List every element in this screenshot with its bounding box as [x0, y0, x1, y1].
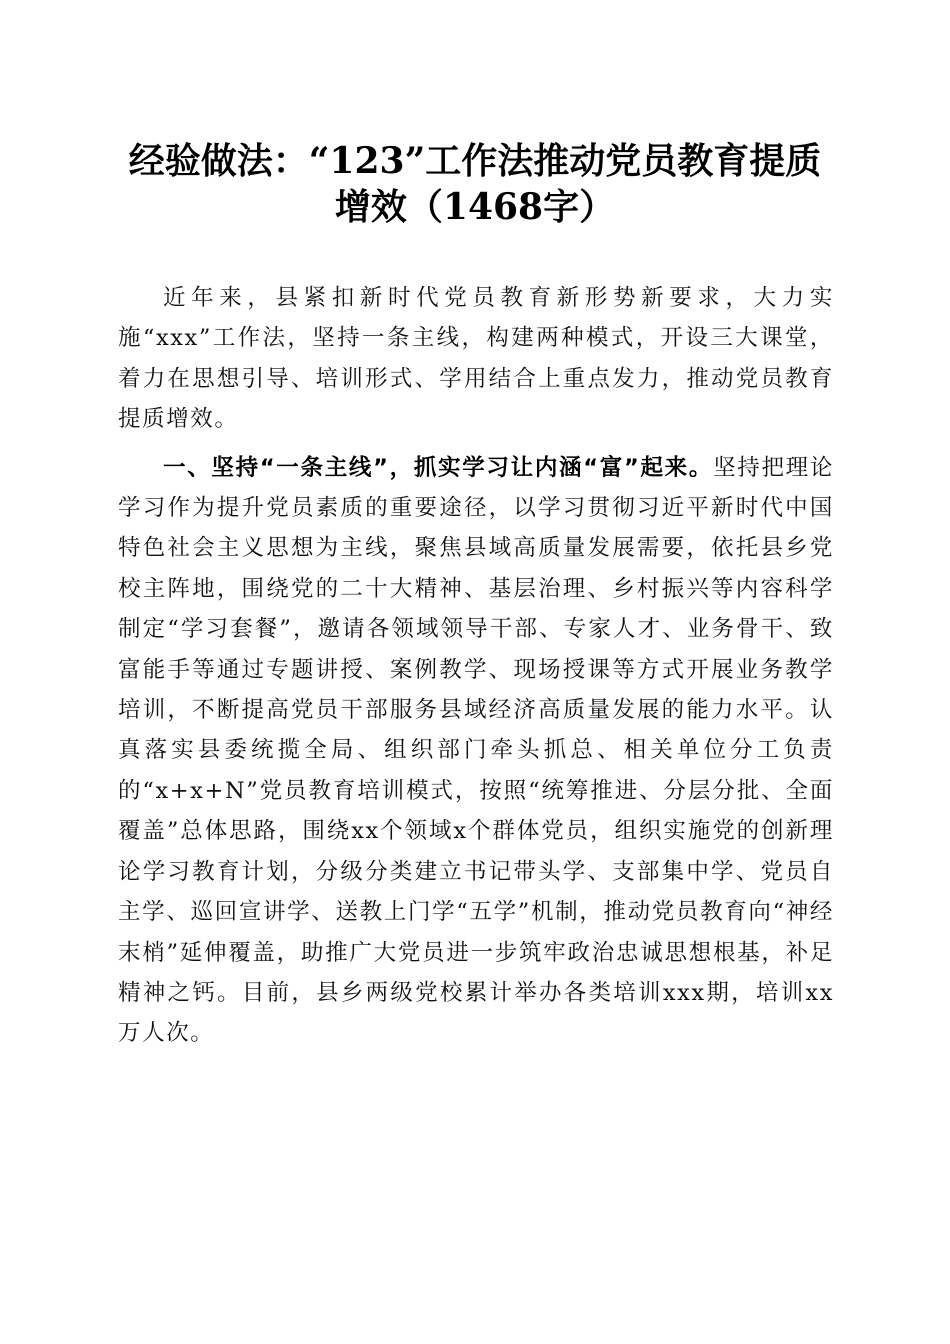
intro-text: 近年来，县紧扣新时代党员教育新形势新要求，大力实施“xxx”工作法，坚持一条主线，构建两种模式，开设三大课堂，着力在思想引导、培训形式、学用结合上重点发力，推动党员教育提质增效。	[118, 285, 834, 433]
intro-paragraph	[118, 278, 834, 440]
title-line-2: 增效（1468字）	[334, 186, 616, 228]
section-one-paragraph	[118, 448, 834, 1054]
section-one-heading: 一、坚持“一条主线”，抓实学习让内涵“富”起来。	[163, 454, 714, 481]
page-title	[100, 138, 850, 230]
section-one-text: 坚持把理论学习作为提升党员素质的重要途径，以学习贯彻习近平新时代中国特色社会主义思想为主线，聚焦县域高质量发展需要，依托县乡党校主阵地，围绕党的二十大精神、基层治理、乡村振兴等内容科学制定“学习套餐”，邀请各领域领导干部、专家人才、业务骨干、致富能手等通过专题讲授、案例教学、现场授课等方式开展业务教学培训，不断提高党员干部服务县域经济高质量发展的能力水平。认真落实县委统揽全局、组织部门牵头抓总、相关单位分工负责的“x+x+N”党员教育培训模式，按照“统筹推进、分层分批、全面覆盖”总体思路，围绕xx个领域x个群体党员，组织实施党的创新理论学习教育计划，分级分类建立书记带头学、支部集中学、党员自主学、巡回宣讲学、送教上门学“五学”机制，推动党员教育向“神经末梢”延伸覆盖，助推广大党员进一步筑牢政治忠诚思想根基，补足精神之钙。目前，县乡两级党校累计举办各类培训xxx期，培训xx万人次。	[118, 454, 834, 1047]
title-line-1: 经验做法：“123”工作法推动党员教育提质	[128, 140, 822, 182]
article-body	[118, 278, 834, 1054]
